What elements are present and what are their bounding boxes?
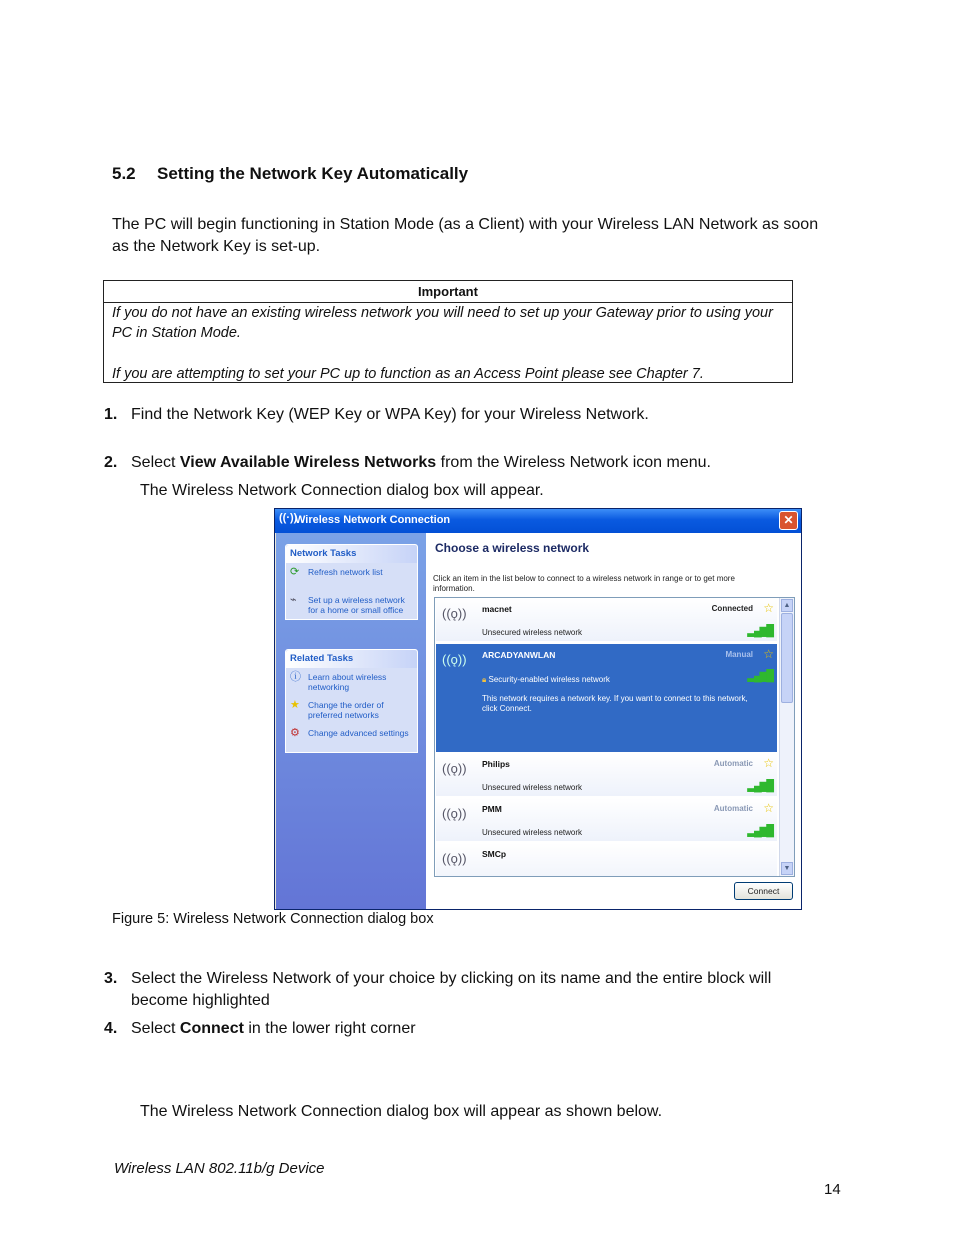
network-name: Philips: [482, 759, 510, 769]
network-name: SMCp: [482, 849, 507, 859]
task-refresh-network-list[interactable]: ⟳ Refresh network list: [290, 566, 383, 578]
step-text-post: in the lower right corner: [243, 1020, 416, 1037]
figure-caption: Figure 5: Wireless Network Connection dialog box: [112, 911, 434, 927]
step-3: [104, 968, 824, 1012]
task-set-up-wireless-network[interactable]: ⌁ Set up a wireless network for a home or small office: [290, 594, 405, 615]
related-tasks-panel: [285, 649, 418, 753]
star-icon: ☆: [763, 647, 774, 661]
step-number: 2.: [104, 454, 118, 471]
signal-strength-icon: ▂▄▆█: [747, 825, 772, 837]
wireless-network-dialog: [274, 508, 802, 910]
connect-button[interactable]: Connect: [734, 882, 793, 900]
scroll-down-button[interactable]: ▼: [781, 862, 793, 875]
network-name: ARCADYANWLAN: [482, 650, 556, 660]
step-2: [104, 452, 824, 474]
dialog-title: Wireless Network Connection: [295, 514, 451, 526]
antenna-icon: ((ǫ)): [442, 851, 467, 866]
close-button[interactable]: ✕: [779, 511, 798, 530]
star-icon: ☆: [763, 601, 774, 615]
antenna-icon: ((ǫ)): [442, 606, 467, 621]
step-number: 1.: [104, 406, 118, 423]
important-line-1: If you do not have an existing wireless network you will need to set up your Gateway prior to using your PC in Station Mode.: [112, 305, 773, 341]
network-item-smcp[interactable]: [436, 843, 777, 877]
important-box: [103, 280, 793, 383]
step-text-pre: Select: [131, 454, 180, 471]
lock-icon: 🔒︎: [482, 675, 487, 684]
antenna-icon: ((ǫ)): [442, 761, 467, 776]
wireless-icon: ((·)): [279, 512, 298, 524]
network-status: Automatic: [713, 759, 753, 768]
section-title: Setting the Network Key Automatically: [157, 164, 469, 183]
step-text-bold: View Available Wireless Networks: [179, 454, 437, 471]
task-change-order[interactable]: ★ Change the order of preferred networks: [290, 699, 384, 720]
intro-paragraph: The PC will begin functioning in Station Mode (as a Client) with your Wireless LAN Network as soon as the Network Key is set-up.: [112, 216, 819, 255]
signal-strength-icon: ▂▄▆█: [747, 780, 772, 792]
network-name: macnet: [482, 604, 512, 614]
section-heading: [112, 164, 468, 184]
task-learn-wireless[interactable]: ⓘ Learn about wireless networking: [290, 671, 387, 692]
network-status: Connected: [711, 604, 753, 613]
antenna-icon: ((ǫ)): [442, 652, 467, 667]
network-item-macnet[interactable]: [436, 598, 777, 641]
scroll-thumb[interactable]: [781, 613, 793, 703]
task-change-advanced-settings[interactable]: ⚙ Change advanced settings: [290, 727, 409, 739]
star-icon: ☆: [763, 756, 774, 770]
step-1: [104, 404, 824, 426]
step-4-note: The Wireless Network Connection dialog box will appear as shown below.: [140, 1103, 663, 1120]
network-item-arcadyanwlan[interactable]: [436, 644, 777, 752]
network-name: PMM: [482, 804, 502, 814]
step-text: Select the Wireless Network of your choice by clicking on its name and the entire block will become highlighted: [131, 970, 772, 1009]
refresh-icon: ⟳: [290, 566, 300, 578]
step-text-bold: Connect: [179, 1020, 244, 1037]
important-line-2: If you are attempting to set your PC up to function as an Access Point please see Chapter 7.: [112, 366, 704, 382]
network-security: Unsecured wireless network: [482, 828, 583, 837]
step-text: Find the Network Key (WEP Key or WPA Key) for your Wireless Network.: [131, 406, 649, 423]
instructions-text: Click an item in the list below to connect to a wireless network in range or to get more information.: [433, 574, 735, 593]
star-icon: ☆: [763, 801, 774, 815]
network-security: 🔒︎ Security-enabled wireless network: [482, 675, 610, 684]
step-number: 4.: [104, 1020, 118, 1037]
important-heading: Important: [104, 281, 792, 303]
network-message: This network requires a network key. If you want to connect to this network, click Connect.: [482, 694, 748, 713]
network-tasks-panel: [285, 544, 418, 620]
star-icon: ★: [290, 699, 300, 711]
network-security: Unsecured wireless network: [482, 783, 583, 792]
step-text-pre: Select: [131, 1020, 180, 1037]
choose-network-heading: Choose a wireless network: [435, 541, 590, 555]
scroll-up-button[interactable]: ▲: [781, 599, 793, 612]
settings-icon: ⚙: [290, 727, 300, 739]
signal-strength-icon: ▂▄▆█: [747, 625, 772, 637]
footer-text: Wireless LAN 802.11b/g Device: [114, 1160, 325, 1177]
step-4: [104, 1018, 824, 1040]
network-status: Automatic: [713, 804, 753, 813]
network-item-pmm[interactable]: [436, 798, 777, 841]
dialog-titlebar: [275, 509, 801, 533]
network-tasks-heading: Network Tasks: [286, 545, 417, 563]
network-security: Unsecured wireless network: [482, 628, 583, 637]
step-2-note: The Wireless Network Connection dialog box will appear.: [140, 482, 544, 499]
network-list[interactable]: [434, 597, 795, 877]
network-status: Manual: [725, 650, 753, 659]
info-icon: ⓘ: [290, 671, 301, 683]
network-pane: [426, 533, 801, 909]
task-pane: [276, 533, 426, 909]
antenna-icon: ((ǫ)): [442, 806, 467, 821]
related-tasks-heading: Related Tasks: [286, 650, 417, 668]
step-text-post: from the Wireless Network icon menu.: [436, 454, 711, 471]
section-number: 5.2: [112, 164, 136, 183]
step-number: 3.: [104, 970, 118, 987]
network-item-philips[interactable]: [436, 753, 777, 796]
page-number: 14: [824, 1181, 841, 1198]
setup-wireless-icon: ⌁: [290, 594, 297, 606]
signal-strength-icon: ▂▄▆█: [747, 670, 772, 682]
network-list-scrollbar[interactable]: [779, 598, 794, 876]
